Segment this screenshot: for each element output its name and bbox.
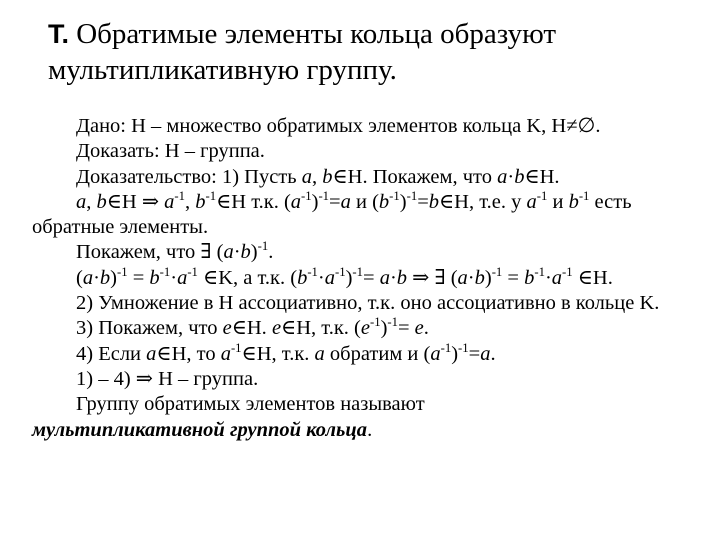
proof-body (32, 114, 712, 443)
theorem-statement: Обратимые элементы кольца образуют мультипликативную группу. (48, 18, 557, 86)
step-3: 3) Покажем, что e∈H. e∈H, т.к. $(e^{-1})^{-1}= e$. (76, 315, 429, 340)
proof-line-4: $(a\cdot b)^{-1} = b^{-1}\cdot a^{-1}$ ∈K, а т.к. $(b^{-1}\cdot a^{-1})^{-1}= a\cdot b$ ⇒ ∃ $(a\cdot b)^{-1} = b^{-1}\cdot a^{-1}$ ∈H. (76, 264, 613, 289)
step-4: 4) Если a∈H, то $a^{-1}\in H$, т.к. a обратим и $(a^{-1})^{-1}=a$. (76, 340, 496, 365)
definition-start: Группу обратимых элементов называют (76, 393, 425, 416)
slide-title (48, 16, 698, 88)
prove-line: Доказать: H – группа. (76, 140, 265, 163)
definition-term: мультипликативной группой кольца (32, 418, 368, 441)
proof-line-3: Покажем, что ∃ $(a\cdot b)^{-1}$. (76, 239, 274, 264)
given-line: Дано: H – множество обратимых элементов кольца K, H≠∅. (76, 115, 601, 137)
definition-end: . (367, 418, 373, 441)
definition-line (32, 392, 712, 417)
conclusion-line: 1) – 4) ⇒ H – группа. (76, 367, 259, 390)
step-2: 2) Умножение в H ассоциативно, т.к. оно ассоциативно в кольце K. (76, 292, 660, 315)
theorem-label: Т. (48, 19, 69, 49)
definition-term-line (32, 418, 712, 443)
proof-line-1: Доказательство: 1) Пусть a, b∈H. Покажем, что a·b∈H. (76, 165, 560, 188)
proof-line-2: a, b∈H ⇒ $a^{-1}$, $b^{-1}\in H$ т.к. $(a^{-1})^{-1}=a$ и $(b^{-1})^{-1}=b\in H$, т.е. у $a^{-1}$ и $b^{-1}$ есть обратные элементы. (32, 189, 632, 239)
